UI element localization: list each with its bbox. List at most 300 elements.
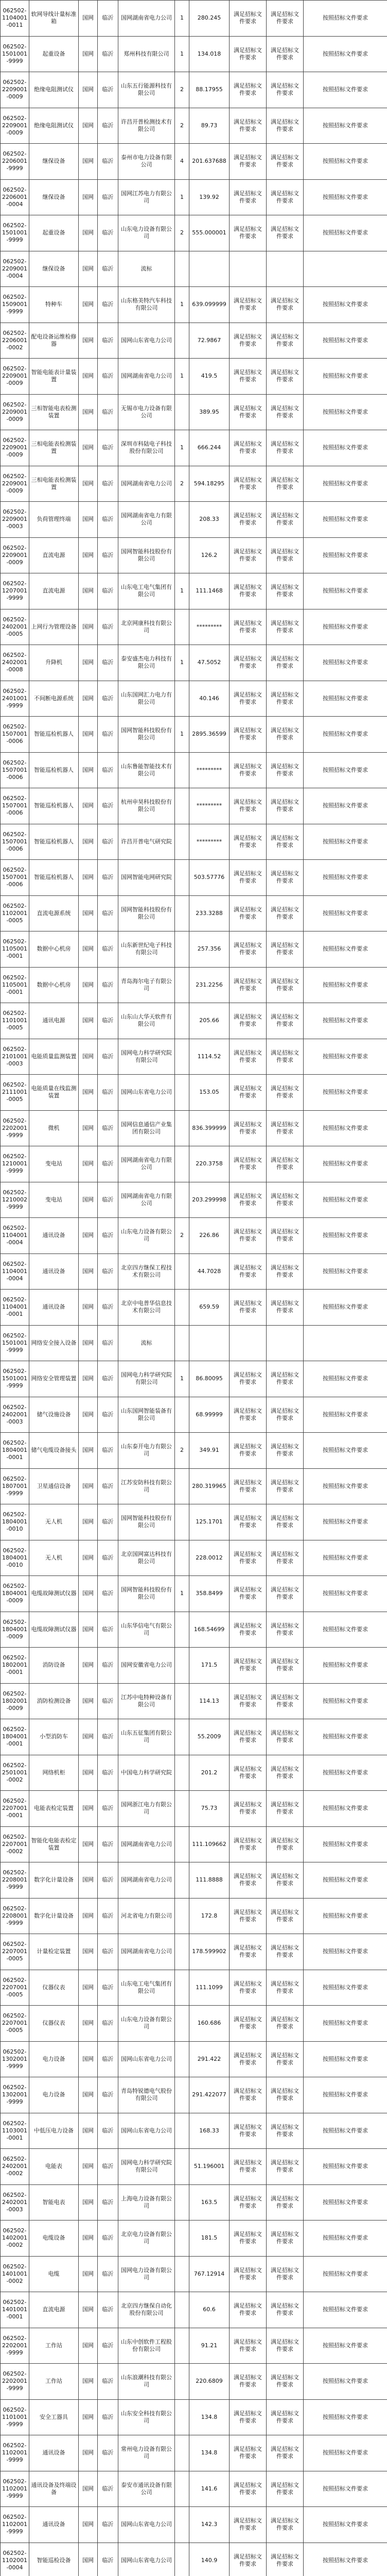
table-row xyxy=(1,1683,387,1719)
buyer-cell: 国网 xyxy=(79,895,98,931)
quality-cell: 满足招标文件要求 xyxy=(267,1,304,37)
delivery-cell: 满足招标文件要求 xyxy=(230,2041,267,2077)
supplier-cell: 国网电力科学研究院有限公司 xyxy=(118,1039,175,1075)
quantity-cell xyxy=(175,2184,189,2221)
quantity-cell xyxy=(175,2471,189,2507)
item-name-cell: 通讯电源 xyxy=(29,1003,79,1039)
quantity-cell xyxy=(175,2399,189,2435)
price-cell: 72.9867 xyxy=(189,323,230,359)
quality-cell: 满足招标文件要求 xyxy=(267,1146,304,1182)
table-row xyxy=(1,824,387,860)
table-row xyxy=(1,2113,387,2149)
quantity-cell: 1 xyxy=(175,36,189,72)
item-name-cell: 智能巡检机器人 xyxy=(29,717,79,753)
package-code-cell: 062502-1210001-9999 xyxy=(1,1146,29,1182)
item-name-cell: 直流电源 xyxy=(29,537,79,573)
service-cell: 按照招标文件要求 xyxy=(304,2471,387,2507)
buyer-cell: 国网 xyxy=(79,36,98,72)
quality-cell: 满足招标文件要求 xyxy=(267,1612,304,1648)
delivery-cell: 满足招标文件要求 xyxy=(230,1003,267,1039)
quality-cell: 满足招标文件要求 xyxy=(267,1218,304,1254)
price-cell: 659.59 xyxy=(189,1290,230,1326)
buyer-cell: 国网 xyxy=(79,1612,98,1648)
buyer-cell: 国网 xyxy=(79,788,98,824)
supplier-cell: 国网智能科技股份有限公司 xyxy=(118,717,175,753)
quality-cell: 满足招标文件要求 xyxy=(267,2184,304,2221)
supplier-cell: 北京中电普华信息技术有限公司 xyxy=(118,1290,175,1326)
quantity-cell xyxy=(175,1791,189,1827)
buyer-cell: 国网 xyxy=(79,931,98,968)
delivery-cell: 满足招标文件要求 xyxy=(230,1791,267,1827)
package-code-cell: 062502-1807001-9999 xyxy=(1,1468,29,1504)
region-cell: 临沂 xyxy=(98,2364,118,2400)
item-name-cell: 消防设备 xyxy=(29,1648,79,1684)
buyer-cell: 国网 xyxy=(79,466,98,502)
supplier-cell: 国网智能科技股份有限公司 xyxy=(118,537,175,573)
service-cell: 按照招标文件要求 xyxy=(304,1182,387,1218)
service-cell: 按照招标文件要求 xyxy=(304,430,387,466)
supplier-cell: 杭州申昊科技股份有限公司 xyxy=(118,788,175,824)
quantity-cell xyxy=(175,1719,189,1755)
table-row xyxy=(1,752,387,788)
service-cell: 按照招标文件要求 xyxy=(304,2221,387,2257)
delivery-cell: 满足招标文件要求 xyxy=(230,1468,267,1504)
supplier-cell: 无锡市电力设备有限公司 xyxy=(118,394,175,430)
price-cell: 75.73 xyxy=(189,1791,230,1827)
item-name-cell: 智能巡检机器人 xyxy=(29,824,79,860)
supplier-cell: 流标 xyxy=(118,1325,175,1361)
region-cell: 临沂 xyxy=(98,1361,118,1397)
service-cell: 按照招标文件要求 xyxy=(304,1218,387,1254)
price-cell: 358.8499 xyxy=(189,1576,230,1612)
delivery-cell: 满足招标文件要求 xyxy=(230,1970,267,2006)
price-cell: 419.5 xyxy=(189,359,230,395)
delivery-cell: 满足招标文件要求 xyxy=(230,1290,267,1326)
table-row xyxy=(1,72,387,108)
supplier-cell: 北京国网富达科技有限公司 xyxy=(118,1540,175,1576)
service-cell: 按照招标文件要求 xyxy=(304,2113,387,2149)
quantity-cell: 1 xyxy=(175,1,189,37)
quantity-cell: 1 xyxy=(175,645,189,681)
package-code-cell: 062502-1103001-0001 xyxy=(1,2113,29,2149)
service-cell: 按照招标文件要求 xyxy=(304,537,387,573)
service-cell: 按照招标文件要求 xyxy=(304,573,387,609)
quantity-cell xyxy=(175,502,189,538)
table-row xyxy=(1,1039,387,1075)
delivery-cell: 满足招标文件要求 xyxy=(230,1934,267,1970)
region-cell: 临沂 xyxy=(98,609,118,645)
table-row xyxy=(1,430,387,466)
delivery-cell: 满足招标文件要求 xyxy=(230,2328,267,2364)
price-cell: 231.2256 xyxy=(189,967,230,1003)
supplier-cell: 国网湖南省电力公司 xyxy=(118,1934,175,1970)
item-name-cell: 安全工器具 xyxy=(29,2399,79,2435)
item-name-cell: 继保设备 xyxy=(29,144,79,180)
region-cell: 临沂 xyxy=(98,72,118,108)
quantity-cell xyxy=(175,1110,189,1146)
supplier-cell: 山东鲁能智能技术有限公司 xyxy=(118,752,175,788)
supplier-cell: 泰安市通讯设备有限公司 xyxy=(118,2471,175,2507)
price-cell: 280.245 xyxy=(189,1,230,37)
supplier-cell: 山东中创软件工程股份有限公司 xyxy=(118,2328,175,2364)
quantity-cell: 4 xyxy=(175,144,189,180)
package-code-cell: 062502-2402001-0003 xyxy=(1,2184,29,2221)
item-name-cell: 智能巡检机器人 xyxy=(29,752,79,788)
service-cell: 按照招标文件要求 xyxy=(304,2041,387,2077)
delivery-cell: 满足招标文件要求 xyxy=(230,1253,267,1290)
item-name-cell: 通讯设备 xyxy=(29,1253,79,1290)
service-cell: 按照招标文件要求 xyxy=(304,1791,387,1827)
region-cell: 临沂 xyxy=(98,860,118,896)
service-cell: 按照招标文件要求 xyxy=(304,2399,387,2435)
item-name-cell: 直流电源系统 xyxy=(29,895,79,931)
supplier-cell: 中国电力科学研究院 xyxy=(118,1755,175,1791)
service-cell: 按照招标文件要求 xyxy=(304,1290,387,1326)
table-row xyxy=(1,717,387,753)
price-cell: 220.3758 xyxy=(189,1146,230,1182)
package-code-cell: 062502-2207001-0005 xyxy=(1,1934,29,1970)
item-name-cell: 软网导线计量标准箱 xyxy=(29,1,79,37)
supplier-cell: 山东浪潮科技有限公司 xyxy=(118,2364,175,2400)
buyer-cell: 国网 xyxy=(79,1075,98,1111)
table-row xyxy=(1,1325,387,1361)
table-row xyxy=(1,1110,387,1146)
quantity-cell xyxy=(175,394,189,430)
quality-cell: 满足招标文件要求 xyxy=(267,895,304,931)
buyer-cell: 国网 xyxy=(79,1182,98,1218)
package-code-cell: 062502-2206001-9999 xyxy=(1,144,29,180)
price-cell: 111.1468 xyxy=(189,573,230,609)
package-code-cell: 062502-1102001-9999 xyxy=(1,2507,29,2543)
supplier-cell: 国网电力设备有限公司 xyxy=(118,2256,175,2292)
quantity-cell xyxy=(175,323,189,359)
region-cell: 临沂 xyxy=(98,1683,118,1719)
region-cell: 临沂 xyxy=(98,717,118,753)
price-cell: 160.686 xyxy=(189,2006,230,2042)
item-name-cell: 起重设备 xyxy=(29,36,79,72)
quality-cell: 满足招标文件要求 xyxy=(267,537,304,573)
price-cell: 125.1701 xyxy=(189,1504,230,1540)
delivery-cell: 满足招标文件要求 xyxy=(230,1182,267,1218)
quantity-cell xyxy=(175,2006,189,2042)
supplier-cell: 北京网康科技有限公司 xyxy=(118,609,175,645)
price-cell: 503.57776 xyxy=(189,860,230,896)
price-cell: 142.3 xyxy=(189,2507,230,2543)
price-cell: ********* xyxy=(189,824,230,860)
quality-cell: 满足招标文件要求 xyxy=(267,2292,304,2328)
package-code-cell: 062502-2208001-9999 xyxy=(1,1862,29,1899)
price-cell: 126.2 xyxy=(189,537,230,573)
table-row xyxy=(1,2292,387,2328)
quality-cell: 满足招标文件要求 xyxy=(267,1361,304,1397)
quality-cell: 满足招标文件要求 xyxy=(267,2399,304,2435)
supplier-cell: 北京四方继保工程技术有限公司 xyxy=(118,1253,175,1290)
supplier-cell: 国网湖南省电力公司 xyxy=(118,1826,175,1862)
price-cell: 226.86 xyxy=(189,1218,230,1254)
quality-cell: 满足招标文件要求 xyxy=(267,430,304,466)
package-code-cell: 062502-2402001-0002 xyxy=(1,2149,29,2185)
service-cell: 按照招标文件要求 xyxy=(304,1862,387,1899)
delivery-cell: 满足招标文件要求 xyxy=(230,645,267,681)
package-code-cell: 062502-2208001-9999 xyxy=(1,1898,29,1934)
price-cell: 666.244 xyxy=(189,430,230,466)
region-cell: 临沂 xyxy=(98,2399,118,2435)
package-code-cell: 062502-1104001-0004 xyxy=(1,1218,29,1254)
price-cell: 767.12914 xyxy=(189,2256,230,2292)
supplier-cell: 青岛海尔电子有限公司 xyxy=(118,967,175,1003)
table-row xyxy=(1,1468,387,1504)
delivery-cell: 满足招标文件要求 xyxy=(230,2543,267,2576)
package-code-cell: 062502-2209001-0009 xyxy=(1,430,29,466)
service-cell: 按照招标文件要求 xyxy=(304,1468,387,1504)
buyer-cell: 国网 xyxy=(79,1576,98,1612)
quality-cell: 满足招标文件要求 xyxy=(267,1003,304,1039)
service-cell: 按照招标文件要求 xyxy=(304,1719,387,1755)
table-row xyxy=(1,1934,387,1970)
quantity-cell xyxy=(175,1290,189,1326)
package-code-cell: 062502-1501001-9999 xyxy=(1,215,29,251)
table-row xyxy=(1,287,387,323)
service-cell: 按照招标文件要求 xyxy=(304,215,387,251)
region-cell: 临沂 xyxy=(98,824,118,860)
item-name-cell: 电缆故障测试仪器 xyxy=(29,1576,79,1612)
quality-cell: 满足招标文件要求 xyxy=(267,36,304,72)
buyer-cell: 国网 xyxy=(79,2113,98,2149)
table-row xyxy=(1,1397,387,1433)
buyer-cell: 国网 xyxy=(79,717,98,753)
package-code-cell: 062502-2202001-9999 xyxy=(1,2328,29,2364)
item-name-cell: 绝缘电阻测试仪 xyxy=(29,72,79,108)
supplier-cell: 国网电力科学研究院有限公司 xyxy=(118,2149,175,2185)
delivery-cell: 满足招标文件要求 xyxy=(230,2221,267,2257)
delivery-cell: 满足招标文件要求 xyxy=(230,1075,267,1111)
package-code-cell: 062502-2209001-0009 xyxy=(1,394,29,430)
service-cell xyxy=(304,1325,387,1361)
delivery-cell: 满足招标文件要求 xyxy=(230,1648,267,1684)
item-name-cell: 中低压电力设备 xyxy=(29,2113,79,2149)
delivery-cell: 满足招标文件要求 xyxy=(230,144,267,180)
buyer-cell: 国网 xyxy=(79,2328,98,2364)
service-cell: 按照招标文件要求 xyxy=(304,788,387,824)
service-cell: 按照招标文件要求 xyxy=(304,717,387,753)
package-code-cell: 062502-2402001-0003 xyxy=(1,1397,29,1433)
package-code-cell: 062502-1402001-0002 xyxy=(1,2221,29,2257)
quantity-cell xyxy=(175,1755,189,1791)
supplier-cell: 深圳市科陆电子科技股份有限公司 xyxy=(118,430,175,466)
service-cell: 按照招标文件要求 xyxy=(304,1075,387,1111)
region-cell: 临沂 xyxy=(98,895,118,931)
quantity-cell xyxy=(175,1612,189,1648)
buyer-cell: 国网 xyxy=(79,1970,98,2006)
quality-cell: 满足招标文件要求 xyxy=(267,1826,304,1862)
price-cell: 88.17955 xyxy=(189,72,230,108)
service-cell: 按照招标文件要求 xyxy=(304,752,387,788)
table-row xyxy=(1,2149,387,2185)
table-row xyxy=(1,2221,387,2257)
supplier-cell: 青岛特锐德电气股份有限公司 xyxy=(118,2077,175,2113)
item-name-cell: 仪器仪表 xyxy=(29,2006,79,2042)
supplier-cell: 常州电力设备有限公司 xyxy=(118,2435,175,2471)
package-code-cell: 062502-1104001-0001 xyxy=(1,1290,29,1326)
item-name-cell: 上网行为管理设备 xyxy=(29,609,79,645)
delivery-cell: 满足招标文件要求 xyxy=(230,2149,267,2185)
buyer-cell: 国网 xyxy=(79,1146,98,1182)
quantity-cell xyxy=(175,1468,189,1504)
quality-cell: 满足招标文件要求 xyxy=(267,1755,304,1791)
service-cell: 按照招标文件要求 xyxy=(304,1397,387,1433)
service-cell: 按照招标文件要求 xyxy=(304,1934,387,1970)
quantity-cell: 1 xyxy=(175,179,189,215)
buyer-cell: 国网 xyxy=(79,287,98,323)
table-row xyxy=(1,1182,387,1218)
quantity-cell xyxy=(175,2507,189,2543)
item-name-cell: 直流电源 xyxy=(29,573,79,609)
buyer-cell: 国网 xyxy=(79,1361,98,1397)
supplier-cell: 国网湖南省电力公司 xyxy=(118,466,175,502)
price-cell: 55.2009 xyxy=(189,1719,230,1755)
buyer-cell: 国网 xyxy=(79,1898,98,1934)
supplier-cell: 国网湖南省电力公司 xyxy=(118,1862,175,1899)
table-row xyxy=(1,2399,387,2435)
delivery-cell: 满足招标文件要求 xyxy=(230,323,267,359)
package-code-cell: 062502-2206001-0004 xyxy=(1,179,29,215)
delivery-cell: 满足招标文件要求 xyxy=(230,681,267,717)
item-name-cell: 卫星通信设备 xyxy=(29,1468,79,1504)
price-cell: 168.54699 xyxy=(189,1612,230,1648)
quality-cell: 满足招标文件要求 xyxy=(267,1397,304,1433)
service-cell: 按照招标文件要求 xyxy=(304,1648,387,1684)
item-name-cell: 工作站 xyxy=(29,2328,79,2364)
price-cell: 228.0012 xyxy=(189,1540,230,1576)
item-name-cell: 小型消防车 xyxy=(29,1719,79,1755)
item-name-cell: 储气电缆设备接头 xyxy=(29,1433,79,1469)
buyer-cell: 国网 xyxy=(79,1039,98,1075)
item-name-cell: 电力设备 xyxy=(29,2041,79,2077)
quality-cell: 满足招标文件要求 xyxy=(267,609,304,645)
item-name-cell: 智能巡检设备 xyxy=(29,2543,79,2576)
region-cell: 临沂 xyxy=(98,1755,118,1791)
price-cell: 257.356 xyxy=(189,931,230,968)
package-code-cell: 062502-2209001-0009 xyxy=(1,108,29,144)
region-cell: 临沂 xyxy=(98,1648,118,1684)
package-code-cell: 062502-2402001-0008 xyxy=(1,645,29,681)
price-cell: 389.95 xyxy=(189,394,230,430)
table-row xyxy=(1,2006,387,2042)
item-name-cell: 智能化电能表检定装置 xyxy=(29,1826,79,1862)
region-cell: 临沂 xyxy=(98,2543,118,2576)
package-code-cell: 062502-2207001-0002 xyxy=(1,1826,29,1862)
package-code-cell: 062502-1302001-9999 xyxy=(1,2077,29,2113)
quantity-cell xyxy=(175,2149,189,2185)
package-code-cell: 062502-2209001-0004 xyxy=(1,251,29,287)
quality-cell: 满足招标文件要求 xyxy=(267,2471,304,2507)
buyer-cell: 国网 xyxy=(79,1862,98,1899)
table-row xyxy=(1,931,387,968)
service-cell: 按照招标文件要求 xyxy=(304,1433,387,1469)
quality-cell: 满足招标文件要求 xyxy=(267,323,304,359)
delivery-cell: 满足招标文件要求 xyxy=(230,394,267,430)
service-cell: 按照招标文件要求 xyxy=(304,1253,387,1290)
supplier-cell: 国网浙江电力有限公司 xyxy=(118,1791,175,1827)
delivery-cell: 满足招标文件要求 xyxy=(230,2292,267,2328)
service-cell: 按照招标文件要求 xyxy=(304,2077,387,2113)
service-cell: 按照招标文件要求 xyxy=(304,2292,387,2328)
supplier-cell: 国网湖南省电力有限公司 xyxy=(118,502,175,538)
quantity-cell xyxy=(175,2543,189,2576)
price-cell: 349.91 xyxy=(189,1433,230,1469)
quality-cell: 满足招标文件要求 xyxy=(267,1683,304,1719)
service-cell: 按照招标文件要求 xyxy=(304,2543,387,2576)
package-code-cell: 062502-1401001-0002 xyxy=(1,2256,29,2292)
supplier-cell: 江苏中电特种设备有限公司 xyxy=(118,1683,175,1719)
delivery-cell: 满足招标文件要求 xyxy=(230,1826,267,1862)
price-cell: 111.8888 xyxy=(189,1862,230,1899)
service-cell: 按照招标文件要求 xyxy=(304,1576,387,1612)
region-cell: 临沂 xyxy=(98,752,118,788)
quality-cell: 满足招标文件要求 xyxy=(267,1182,304,1218)
price-cell: 111.109662 xyxy=(189,1826,230,1862)
quality-cell: 满足招标文件要求 xyxy=(267,1039,304,1075)
item-name-cell: 电能质量在线监测装置 xyxy=(29,1075,79,1111)
table-row xyxy=(1,1146,387,1182)
price-cell: 51.196001 xyxy=(189,2149,230,2185)
item-name-cell: 智能电能表计量装置 xyxy=(29,359,79,395)
supplier-cell: 国网安徽省电力公司 xyxy=(118,1648,175,1684)
quantity-cell xyxy=(175,788,189,824)
service-cell: 按照招标文件要求 xyxy=(304,2256,387,2292)
supplier-cell: 泰州市电力设备有限公司 xyxy=(118,144,175,180)
region-cell: 临沂 xyxy=(98,1934,118,1970)
package-code-cell: 062502-2209001-0009 xyxy=(1,359,29,395)
table-row xyxy=(1,1433,387,1469)
package-code-cell: 062502-1507001-0006 xyxy=(1,752,29,788)
buyer-cell: 国网 xyxy=(79,1468,98,1504)
package-code-cell: 062502-1802001-0001 xyxy=(1,1648,29,1684)
delivery-cell: 满足招标文件要求 xyxy=(230,824,267,860)
service-cell: 按照招标文件要求 xyxy=(304,466,387,502)
buyer-cell: 国网 xyxy=(79,72,98,108)
table-row xyxy=(1,1576,387,1612)
item-name-cell: 无人机 xyxy=(29,1540,79,1576)
delivery-cell: 满足招标文件要求 xyxy=(230,1683,267,1719)
table-row xyxy=(1,215,387,251)
item-name-cell: 数字化计量设备 xyxy=(29,1898,79,1934)
region-cell: 临沂 xyxy=(98,1253,118,1290)
price-cell: 233.3288 xyxy=(189,895,230,931)
region-cell: 临沂 xyxy=(98,2041,118,2077)
buyer-cell: 国网 xyxy=(79,2256,98,2292)
delivery-cell: 满足招标文件要求 xyxy=(230,573,267,609)
quantity-cell xyxy=(175,681,189,717)
buyer-cell: 国网 xyxy=(79,1648,98,1684)
price-cell: 134.8 xyxy=(189,2435,230,2471)
quality-cell: 满足招标文件要求 xyxy=(267,394,304,430)
service-cell: 按照招标文件要求 xyxy=(304,323,387,359)
delivery-cell: 满足招标文件要求 xyxy=(230,215,267,251)
item-name-cell: 通讯设备 xyxy=(29,2435,79,2471)
table-row xyxy=(1,2256,387,2292)
supplier-cell: 国网山东省电力公司 xyxy=(118,2507,175,2543)
buyer-cell: 国网 xyxy=(79,2292,98,2328)
delivery-cell: 满足招标文件要求 xyxy=(230,717,267,753)
buyer-cell: 国网 xyxy=(79,1003,98,1039)
delivery-cell: 满足招标文件要求 xyxy=(230,359,267,395)
quality-cell: 满足招标文件要求 xyxy=(267,573,304,609)
buyer-cell: 国网 xyxy=(79,394,98,430)
table-row xyxy=(1,1290,387,1326)
supplier-cell: 山东五征集团有限公司 xyxy=(118,1719,175,1755)
quality-cell: 满足招标文件要求 xyxy=(267,788,304,824)
